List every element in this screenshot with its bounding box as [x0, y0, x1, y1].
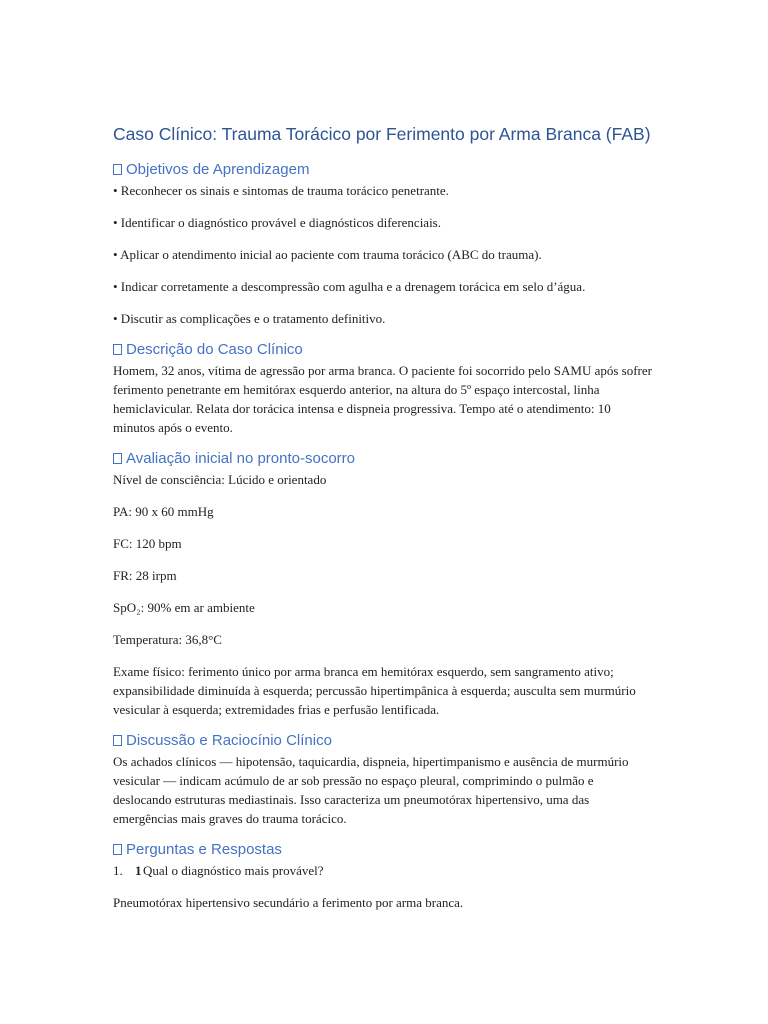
document-title: Caso Clínico: Trauma Torácico por Ferimento por Arma Branca (FAB)	[113, 124, 651, 144]
section-heading-text: Objetivos de Aprendizagem	[126, 161, 310, 178]
missing-glyph-icon	[113, 735, 122, 746]
section-heading-text: Descrição do Caso Clínico	[126, 341, 303, 358]
vital-sign: Temperatura: 36,8°C	[113, 632, 222, 647]
answer-text: Pneumotórax hipertensivo secundário a ferimento por arma branca.	[113, 895, 464, 910]
missing-glyph-icon	[113, 344, 122, 355]
question-text: Qual o diagnóstico mais provável?	[143, 863, 324, 878]
section-heading-text: Perguntas e Respostas	[126, 841, 282, 858]
section-heading-perguntas	[113, 841, 653, 858]
vital-sign: Nível de consciência: Lúcido e orientado	[113, 472, 327, 487]
case-description: Homem, 32 anos, vítima de agressão por arma branca. O paciente foi socorrido pelo SAMU após sofrer ferimento penetrante em hemitórax esquerdo anterior, na altura do 5º espaço intercostal, linha hemiclavicular. Relata dor torácica intensa e dispneia progressiva. Tempo até o atendimento: 10 minutos após o evento.	[113, 363, 652, 435]
section-heading-avaliacao	[113, 450, 653, 467]
vital-sign: PA: 90 x 60 mmHg	[113, 504, 214, 519]
vital-sign: FR: 28 irpm	[113, 568, 177, 583]
missing-glyph-icon	[113, 844, 122, 855]
vital-sign: SpO₂: 90% em ar ambiente	[113, 600, 255, 615]
question-mark-glyph: 1	[135, 863, 142, 878]
missing-glyph-icon	[113, 453, 122, 464]
document-body	[113, 124, 653, 925]
section-heading-text: Avaliação inicial no pronto-socorro	[126, 450, 356, 467]
question-item	[113, 861, 653, 880]
vital-sign: FC: 120 bpm	[113, 536, 182, 551]
list-item: • Indicar corretamente a descompressão com agulha e a drenagem torácica em selo d’água.	[113, 279, 586, 294]
question-number: 1.	[113, 863, 123, 878]
missing-glyph-icon	[113, 164, 122, 175]
section-heading-objetivos	[113, 161, 653, 178]
list-item: • Discutir as complicações e o tratamento definitivo.	[113, 311, 386, 326]
section-heading-descricao	[113, 341, 653, 358]
list-item: • Reconhecer os sinais e sintomas de trauma torácico penetrante.	[113, 183, 449, 198]
discussion-text: Os achados clínicos — hipotensão, taquicardia, dispneia, hipertimpanismo e ausência de murmúrio vesicular — indicam acúmulo de ar sob pressão no espaço pleural, comprimindo o pulmão e deslocando estruturas mediastinais. Isso caracteriza um pneumotórax hipertensivo, uma das emergências mais graves do trauma torácico.	[113, 754, 629, 826]
list-item: • Identificar o diagnóstico provável e diagnósticos diferenciais.	[113, 215, 441, 230]
list-item: • Aplicar o atendimento inicial ao paciente com trauma torácico (ABC do trauma).	[113, 247, 542, 262]
section-heading-text: Discussão e Raciocínio Clínico	[126, 732, 332, 749]
physical-exam: Exame físico: ferimento único por arma branca em hemitórax esquerdo, sem sangramento ativo; expansibilidade diminuída à esquerda; percussão hipertimpânica à esquerda; ausculta sem murmúrio vesicular à esquerda; extremidades frias e perfusão lentificada.	[113, 664, 636, 717]
section-heading-discussao	[113, 732, 653, 749]
